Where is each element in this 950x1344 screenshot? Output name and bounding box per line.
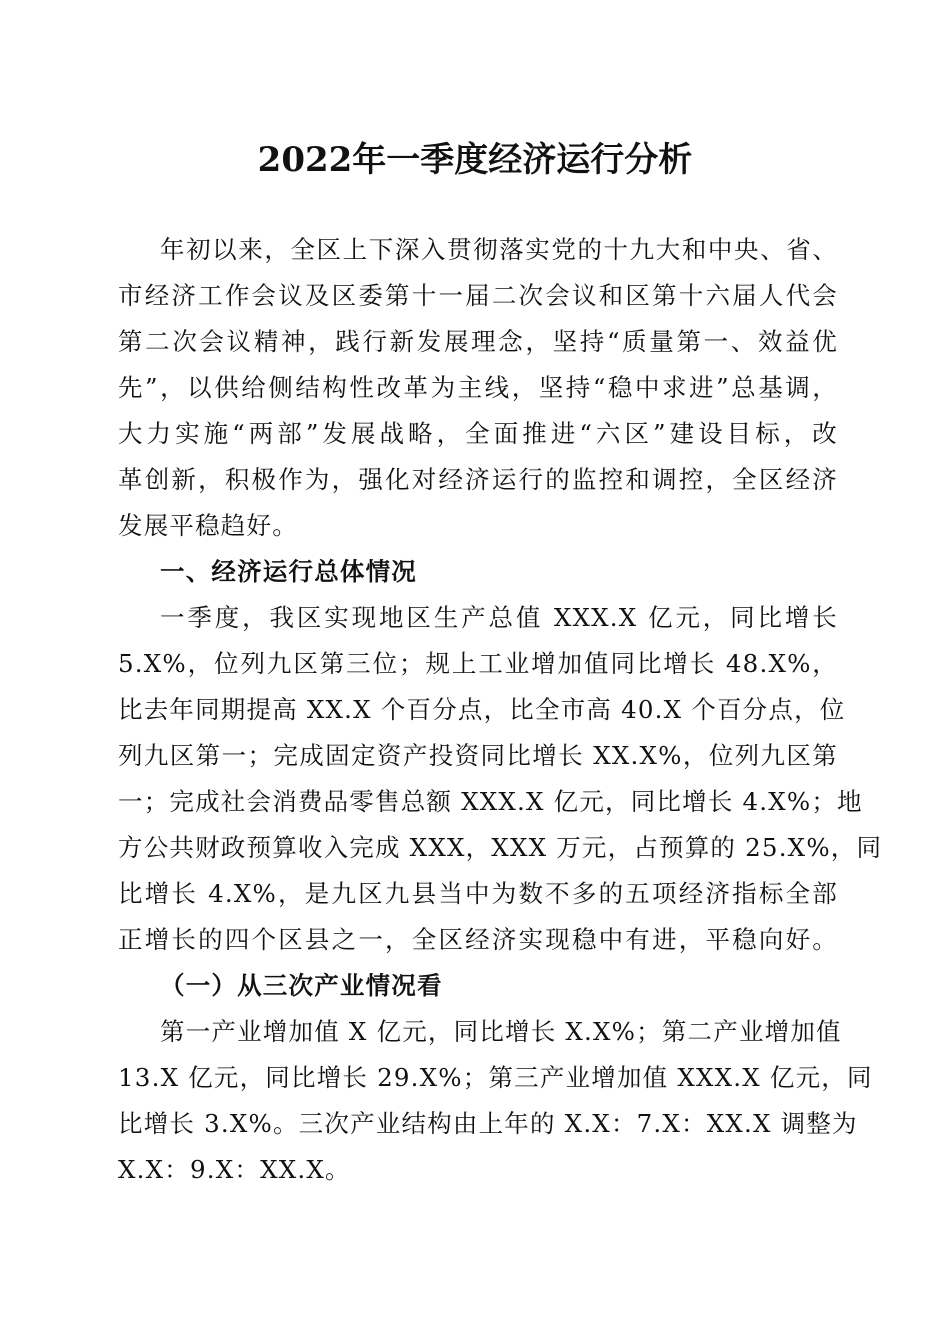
- paragraph-line: 先”，以供给侧结构性改革为主线，坚持“稳中求进”总基调，: [118, 373, 838, 402]
- section-heading: 一、经济运行总体情况: [160, 557, 417, 586]
- paragraph-line: 大力实施“两部”发展战略，全面推进“六区”建设目标，改: [118, 419, 838, 448]
- document-title: 2022年一季度经济运行分析: [257, 140, 693, 180]
- paragraph-line: 5.X%，位列九区第三位；规上工业增加值同比增长 48.X%，: [118, 649, 838, 678]
- paragraph-line: 发展平稳趋好。: [118, 511, 298, 540]
- subsection-heading: （一）从三次产业情况看: [160, 971, 443, 1000]
- paragraph-line: 年初以来，全区上下深入贯彻落实党的十九大和中央、省、: [160, 235, 838, 264]
- paragraph-line: 第二次会议精神，践行新发展理念，坚持“质量第一、效益优: [118, 327, 838, 356]
- paragraph-line: 市经济工作会议及区委第十一届二次会议和区第十六届人代会: [118, 281, 838, 310]
- paragraph-line: 比增长 3.X%。三次产业结构由上年的 X.X：7.X：XX.X 调整为: [118, 1109, 858, 1138]
- paragraph-line: 13.X 亿元，同比增长 29.X%；第三产业增加值 XXX.X 亿元，同: [118, 1063, 873, 1092]
- paragraph-line: X.X：9.X：XX.X。: [118, 1155, 351, 1184]
- paragraph-line: 比去年同期提高 XX.X 个百分点，比全市高 40.X 个百分点，位: [118, 695, 846, 724]
- paragraph-line: 正增长的四个区县之一，全区经济实现稳中有进，平稳向好。: [118, 925, 838, 954]
- paragraph-line: 比增长 4.X%，是九区九县当中为数不多的五项经济指标全部: [118, 879, 838, 908]
- paragraph-line: 一季度，我区实现地区生产总值 XXX.X 亿元，同比增长: [160, 603, 838, 632]
- paragraph-line: 方公共财政预算收入完成 XXX，XXX 万元，占预算的 25.X%，同: [118, 833, 883, 862]
- paragraph-line: 革创新，积极作为，强化对经济运行的监控和调控，全区经济: [118, 465, 838, 494]
- paragraph-line: 列九区第一；完成固定资产投资同比增长 XX.X%，位列九区第: [118, 741, 838, 770]
- paragraph-line: 一；完成社会消费品零售总额 XXX.X 亿元，同比增长 4.X%；地: [118, 787, 863, 816]
- paragraph-line: 第一产业增加值 X 亿元，同比增长 X.X%；第二产业增加值: [160, 1017, 842, 1046]
